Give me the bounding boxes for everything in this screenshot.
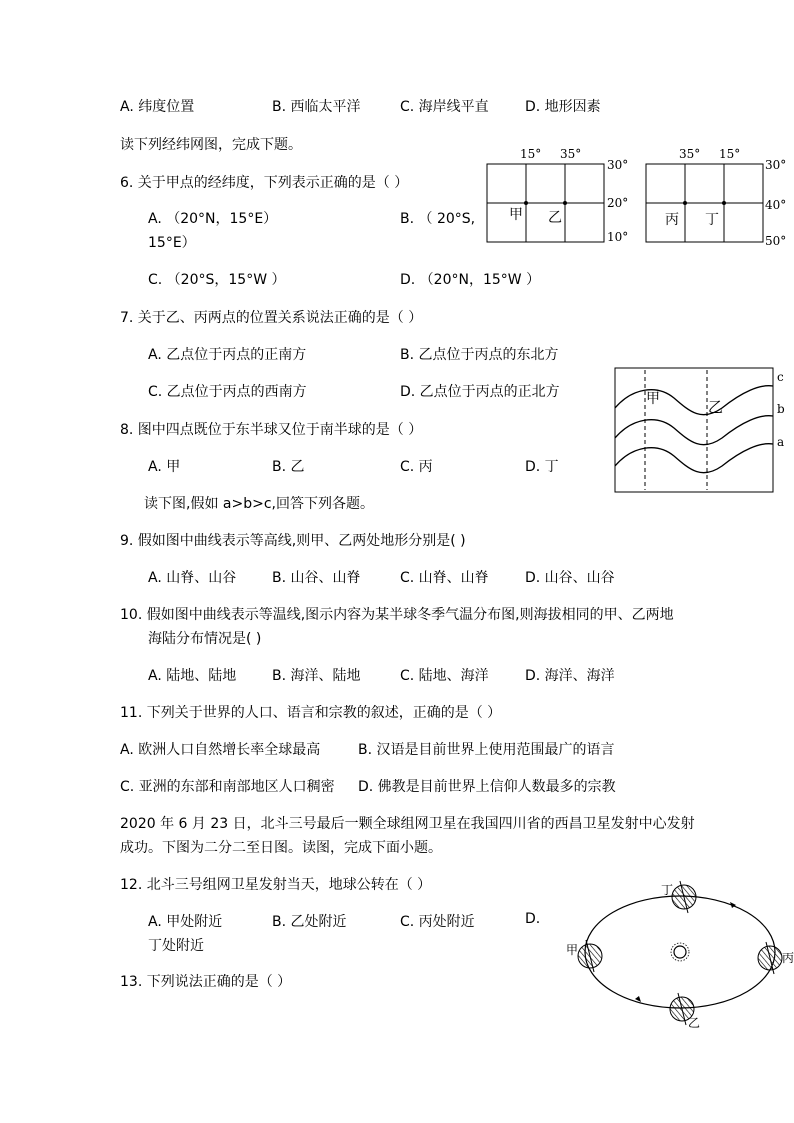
contour-label-c: c — [777, 370, 784, 384]
left-right-label-2: 20° — [607, 196, 629, 210]
contour-label-b: b — [777, 402, 785, 416]
contour-point-jia: 甲 — [646, 391, 660, 407]
q10-option-d: D. 海洋、海洋 — [525, 668, 615, 684]
q6-option-d: D. （20°N，15°W ） — [400, 272, 541, 288]
orbit-figure — [560, 872, 794, 1032]
right-right-label-1: 30° — [765, 158, 787, 172]
left-top-label-1: 15° — [520, 147, 542, 161]
left-right-label-3: 10° — [607, 230, 629, 244]
q5-option-b: B. 西临太平洋 — [272, 99, 361, 115]
q7-option-a: A. 乙点位于丙点的正南方 — [148, 347, 307, 363]
q6-option-a: A. （20°N，15°E） — [148, 211, 278, 227]
q7-stem: 7. 关于乙、丙两点的位置关系说法正确的是（ ） — [120, 310, 423, 326]
intro-grid: 读下列经纬网图，完成下题。 — [120, 137, 302, 153]
orbit-label-jia: 甲 — [566, 943, 579, 957]
right-grid — [646, 147, 786, 246]
q12-option-c: C. 丙处附近 — [400, 914, 475, 930]
q5-option-d: D. 地形因素 — [525, 99, 601, 115]
q10-stem-cont: 海陆分布情况是( ) — [148, 631, 262, 647]
orbit-arrow-2 — [635, 996, 641, 1002]
intro-contour: 读下图,假如 a>b>c,回答下列各题。 — [144, 496, 374, 512]
q10-stem: 10. 假如图中曲线表示等温线,图示内容为某半球冬季气温分布图,则海拔相同的甲、乙两地 — [120, 607, 674, 623]
q6-option-b: B. （ 20°S, — [400, 211, 476, 227]
orbit-label-ding: 丁 — [661, 883, 674, 897]
contour-label-a: a — [777, 435, 785, 449]
q12-stem: 12. 北斗三号组网卫星发射当天，地球公转在（ ） — [120, 877, 432, 893]
orbit-label-bing: 丙 — [782, 951, 794, 965]
q9-option-b: B. 山谷、山脊 — [272, 570, 361, 586]
point-yi: 乙 — [548, 210, 562, 226]
q10-option-b: B. 海洋、陆地 — [272, 668, 361, 684]
earth-jia-icon — [578, 940, 602, 972]
q5-option-a: A. 纬度位置 — [120, 99, 195, 115]
q9-stem: 9. 假如图中曲线表示等高线,则甲、乙两处地形分别是( ) — [120, 533, 466, 549]
intro-beidou: 2020 年 6 月 23 日，北斗三号最后一颗全球组网卫星在我国四川省的西昌卫星发射中心发射 — [120, 816, 695, 832]
q8-option-a: A. 甲 — [148, 459, 181, 475]
q7-option-d: D. 乙点位于丙点的正北方 — [400, 384, 560, 400]
right-top-label-1: 35° — [679, 147, 701, 161]
q5-option-c: C. 海岸线平直 — [400, 99, 489, 115]
q11-stem: 11. 下列关于世界的人口、语言和宗教的叙述，正确的是（ ） — [120, 705, 502, 721]
q12-option-a: A. 甲处附近 — [148, 914, 223, 930]
left-grid — [487, 147, 628, 244]
contour-point-yi: 乙 — [708, 398, 724, 416]
q8-stem: 8. 图中四点既位于东半球又位于南半球的是（ ） — [120, 422, 423, 438]
q11-option-b: B. 汉语是目前世界上使用范围最广的语言 — [358, 742, 615, 758]
q12-option-b: B. 乙处附近 — [272, 914, 347, 930]
q6-option-b-cont: 15°E） — [148, 235, 196, 251]
q8-option-b: B. 乙 — [272, 459, 305, 475]
point-ding: 丁 — [705, 212, 719, 228]
q9-option-a: A. 山脊、山谷 — [148, 570, 237, 586]
contour-figure — [612, 366, 794, 496]
q10-option-a: A. 陆地、陆地 — [148, 668, 237, 684]
q9-option-d: D. 山谷、山谷 — [525, 570, 615, 586]
earth-bing-icon — [758, 942, 782, 974]
right-right-label-3: 50° — [765, 234, 787, 246]
right-top-label-2: 15° — [719, 147, 741, 161]
q8-option-d: D. 丁 — [525, 459, 559, 475]
q11-option-c: C. 亚洲的东部和南部地区人口稠密 — [120, 779, 335, 795]
q8-option-c: C. 丙 — [400, 459, 433, 475]
q6-option-c: C. （20°S，15°W ） — [148, 272, 286, 288]
earth-ding-icon — [672, 881, 696, 913]
left-right-label-1: 30° — [607, 158, 629, 172]
q11-option-a: A. 欧洲人口自然增长率全球最高 — [120, 742, 321, 758]
orbit-label-yi: 乙 — [688, 1016, 701, 1030]
point-bing: 丙 — [665, 212, 679, 228]
q7-option-b: B. 乙点位于丙点的东北方 — [400, 347, 559, 363]
q9-option-c: C. 山脊、山脊 — [400, 570, 489, 586]
q12-option-d: D. — [525, 911, 541, 927]
q11-option-d: D. 佛教是目前世界上信仰人数最多的宗教 — [358, 779, 616, 795]
lat-long-grid-figure — [484, 142, 794, 246]
point-jia: 甲 — [509, 207, 523, 223]
left-top-label-2: 35° — [560, 147, 582, 161]
right-right-label-2: 40° — [765, 198, 787, 212]
intro-beidou-cont: 成功。下图为二分二至日图。读图，完成下面小题。 — [120, 840, 442, 856]
q7-option-c: C. 乙点位于丙点的西南方 — [148, 384, 307, 400]
q12-option-d-cont: 丁处附近 — [148, 938, 204, 954]
q6-stem: 6. 关于甲点的经纬度，下列表示正确的是（ ） — [120, 175, 409, 191]
q10-option-c: C. 陆地、海洋 — [400, 668, 489, 684]
sun-icon — [671, 943, 689, 961]
q13-stem: 13. 下列说法正确的是（ ） — [120, 974, 292, 990]
